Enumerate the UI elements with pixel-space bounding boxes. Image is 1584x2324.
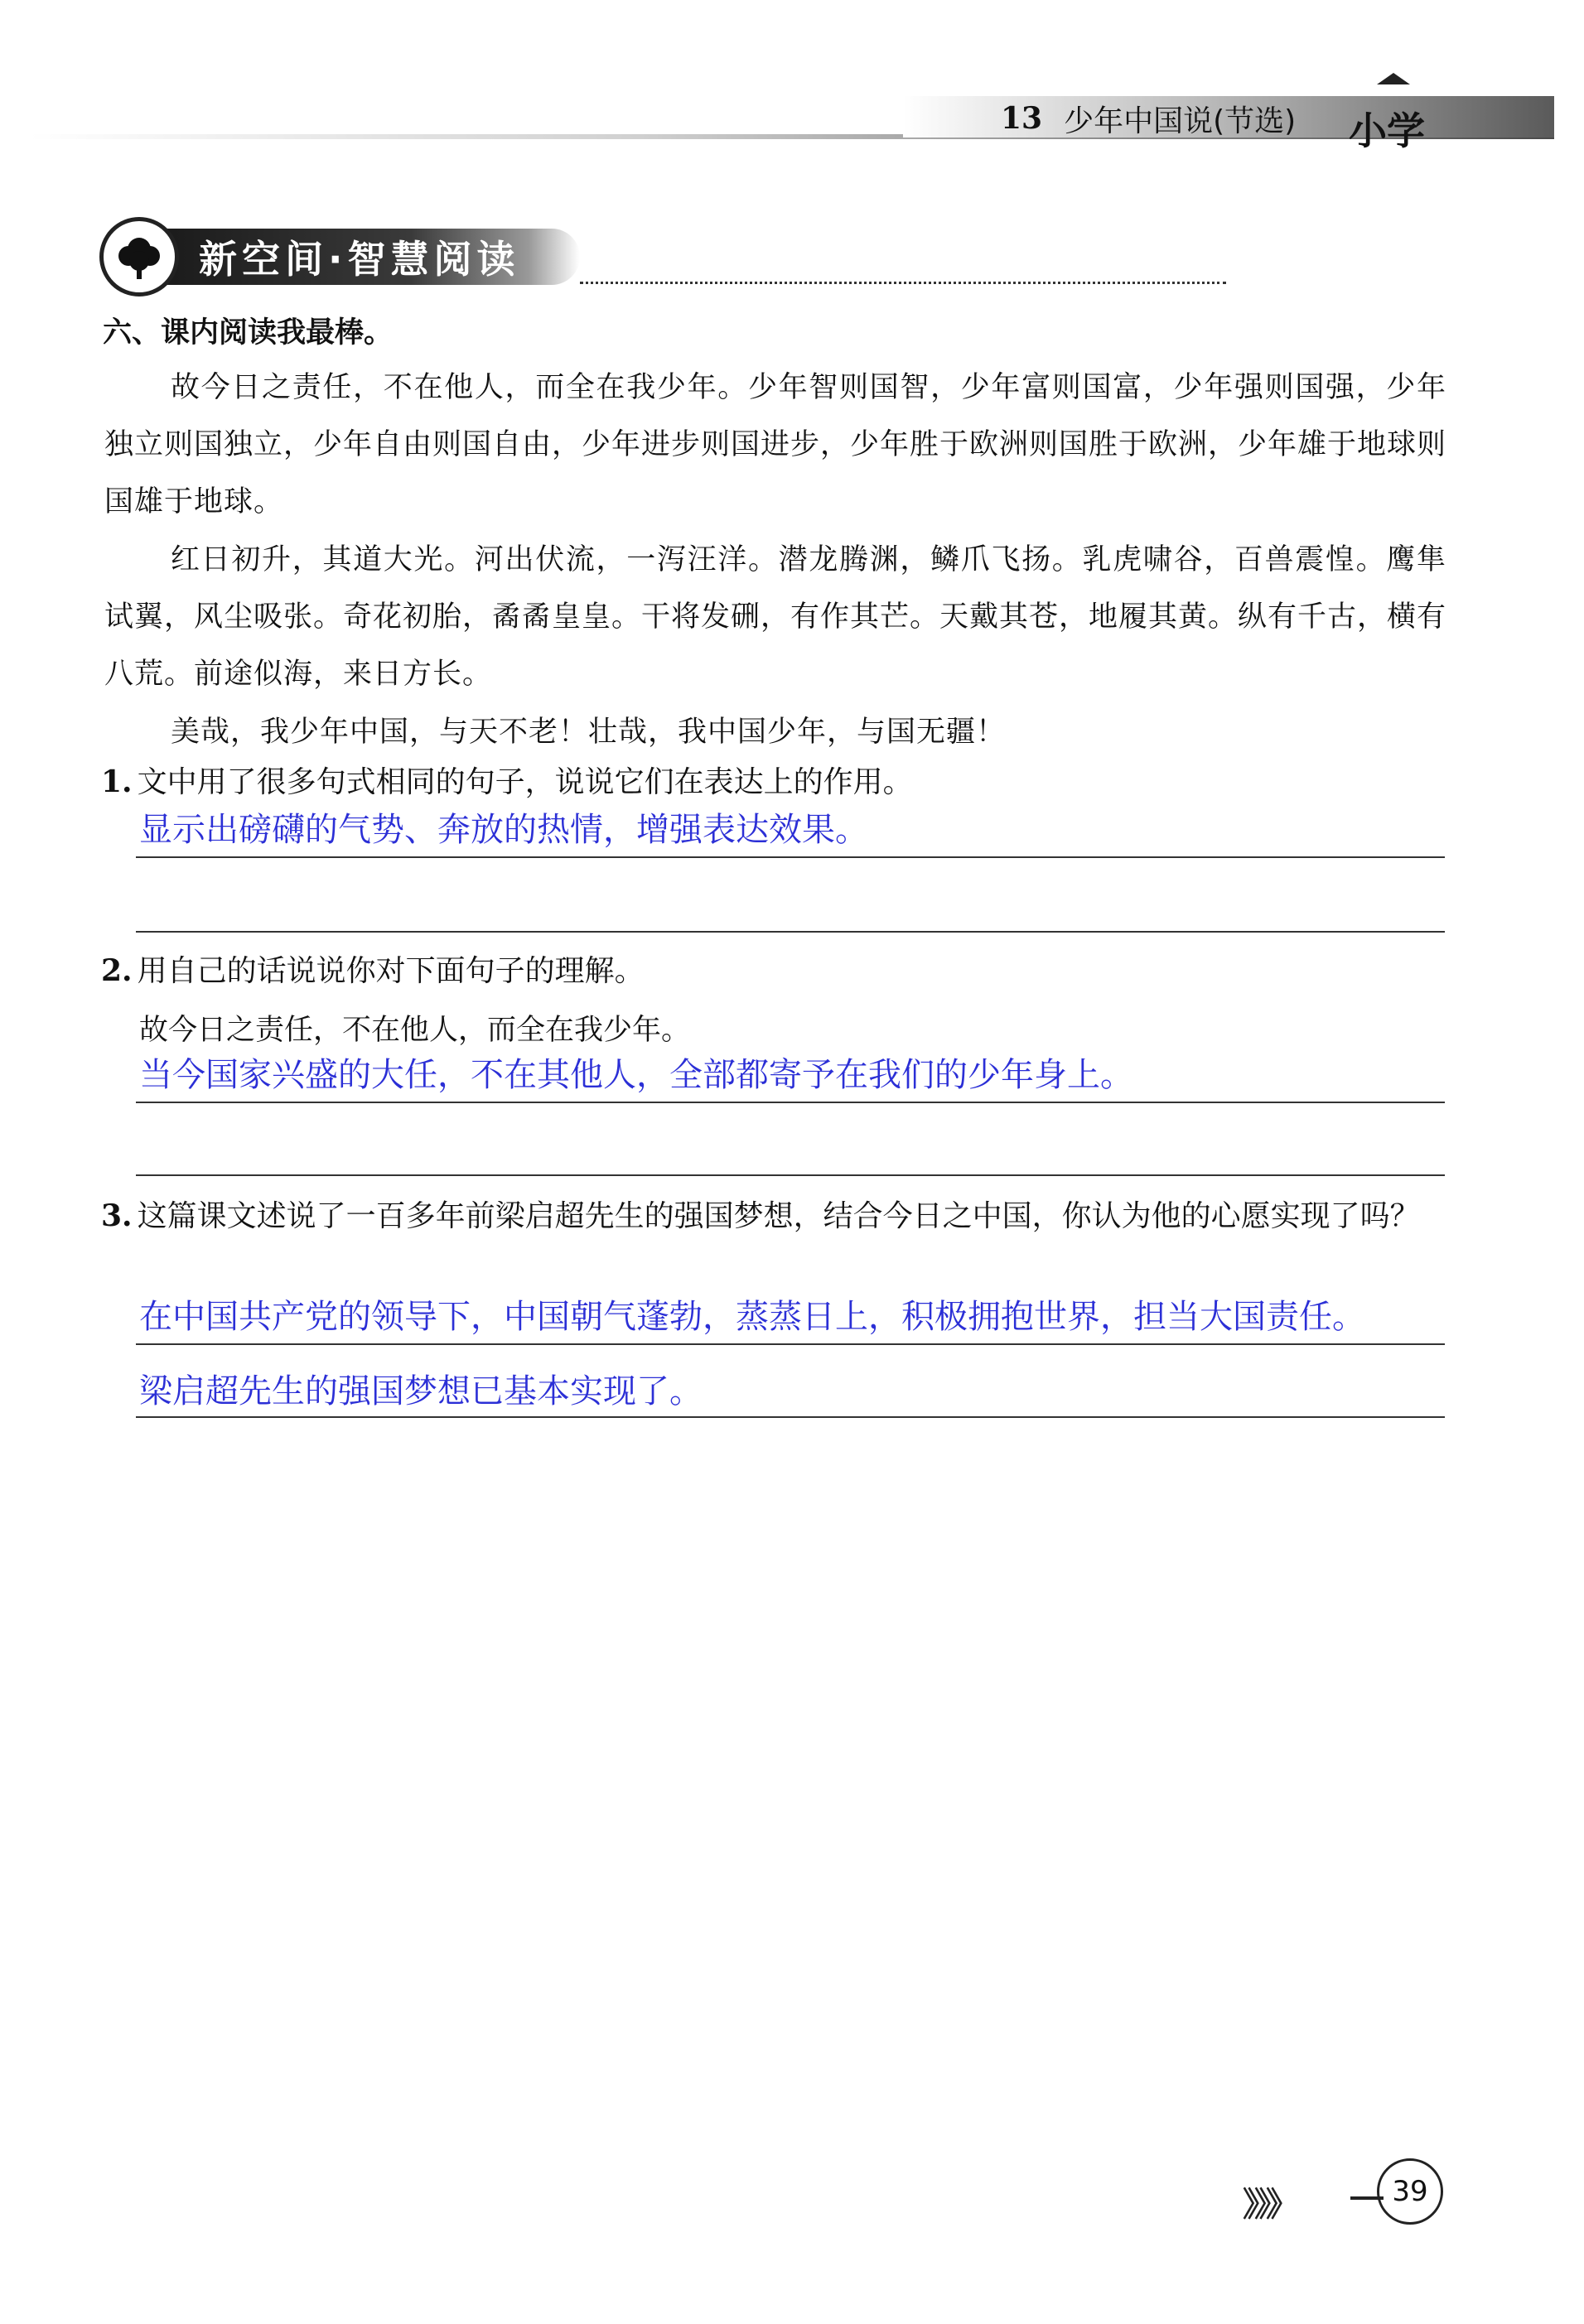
lesson-number: 13 — [1001, 101, 1043, 136]
brand-text: 小学 — [1349, 108, 1425, 153]
question-text: 这篇课文述说了一百多年前梁启超先生的强国梦想，结合今日之中国，你认为他的心愿实现了吗？ — [137, 1199, 1420, 1233]
graduation-cap-icon — [1377, 73, 1410, 84]
question-number: 2. — [101, 953, 133, 988]
question-number: 1. — [101, 764, 133, 799]
answer-line — [136, 856, 1445, 858]
tree-icon — [99, 217, 179, 297]
answer-line — [136, 1343, 1445, 1345]
quoted-sentence: 故今日之责任，不在他人，而全在我少年。 — [139, 1014, 691, 1047]
answer-line — [136, 931, 1445, 933]
answer-line — [136, 1174, 1445, 1176]
banner-dotted-rule — [580, 282, 1226, 284]
brand-logo — [1342, 76, 1433, 151]
answer-line — [136, 1102, 1445, 1103]
passage-paragraph: 美哉，我少年中国，与天不老！壮哉，我中国少年，与国无疆！ — [171, 716, 1007, 749]
question-3 — [101, 1189, 1468, 1243]
page-number: 39 — [1377, 2158, 1443, 2225]
lesson-title: 少年中国说(节选) — [1064, 104, 1297, 138]
passage-paragraph: 红日初升，其道大光。河出伏流，一泻汪洋。潜龙腾渊，鳞爪飞扬。乳虎啸谷，百兽震惶。鹰隼试翼，风尘吸张。奇花初胎，矞矞皇皇。干将发硎，有作其芒。天戴其苍，地履其黄。纵有千古，横有八荒。前途似海，来日方长。 — [104, 543, 1447, 691]
answer-text: 在中国共产党的领导下，中国朝气蓬勃，蒸蒸日上，积极拥抱世界，担当大国责任。 — [139, 1298, 1365, 1336]
answer-text: 梁启超先生的强国梦想已基本实现了。 — [139, 1372, 703, 1410]
section-banner — [99, 217, 580, 297]
question-1 — [101, 759, 1468, 806]
answer-text: 显示出磅礴的气势、奔放的热情，增强表达效果。 — [139, 811, 868, 849]
question-text: 用自己的话说说你对下面句子的理解。 — [137, 954, 645, 988]
passage-paragraph: 故今日之责任，不在他人，而全在我少年。少年智则国智，少年富则国富，少年强则国强，少年独立则国独立，少年自由则国自由，少年进步则国进步，少年胜于欧洲则国胜于欧洲，少年雄于地球则国雄于地球。 — [104, 371, 1447, 518]
question-2 — [101, 947, 1468, 995]
question-text: 文中用了很多句式相同的句子，说说它们在表达上的作用。 — [137, 765, 913, 799]
page-header — [1001, 98, 1296, 139]
section-title: 六、课内阅读我最棒。 — [103, 316, 394, 350]
answer-text: 当今国家兴盛的大任，不在其他人，全部都寄予在我们的少年身上。 — [139, 1056, 1133, 1094]
banner-title: 新空间·智慧阅读 — [157, 229, 580, 285]
page-arrows-icon: 》》》 — [1243, 2186, 1294, 2224]
answer-line — [136, 1416, 1445, 1418]
question-number: 3. — [101, 1198, 133, 1233]
